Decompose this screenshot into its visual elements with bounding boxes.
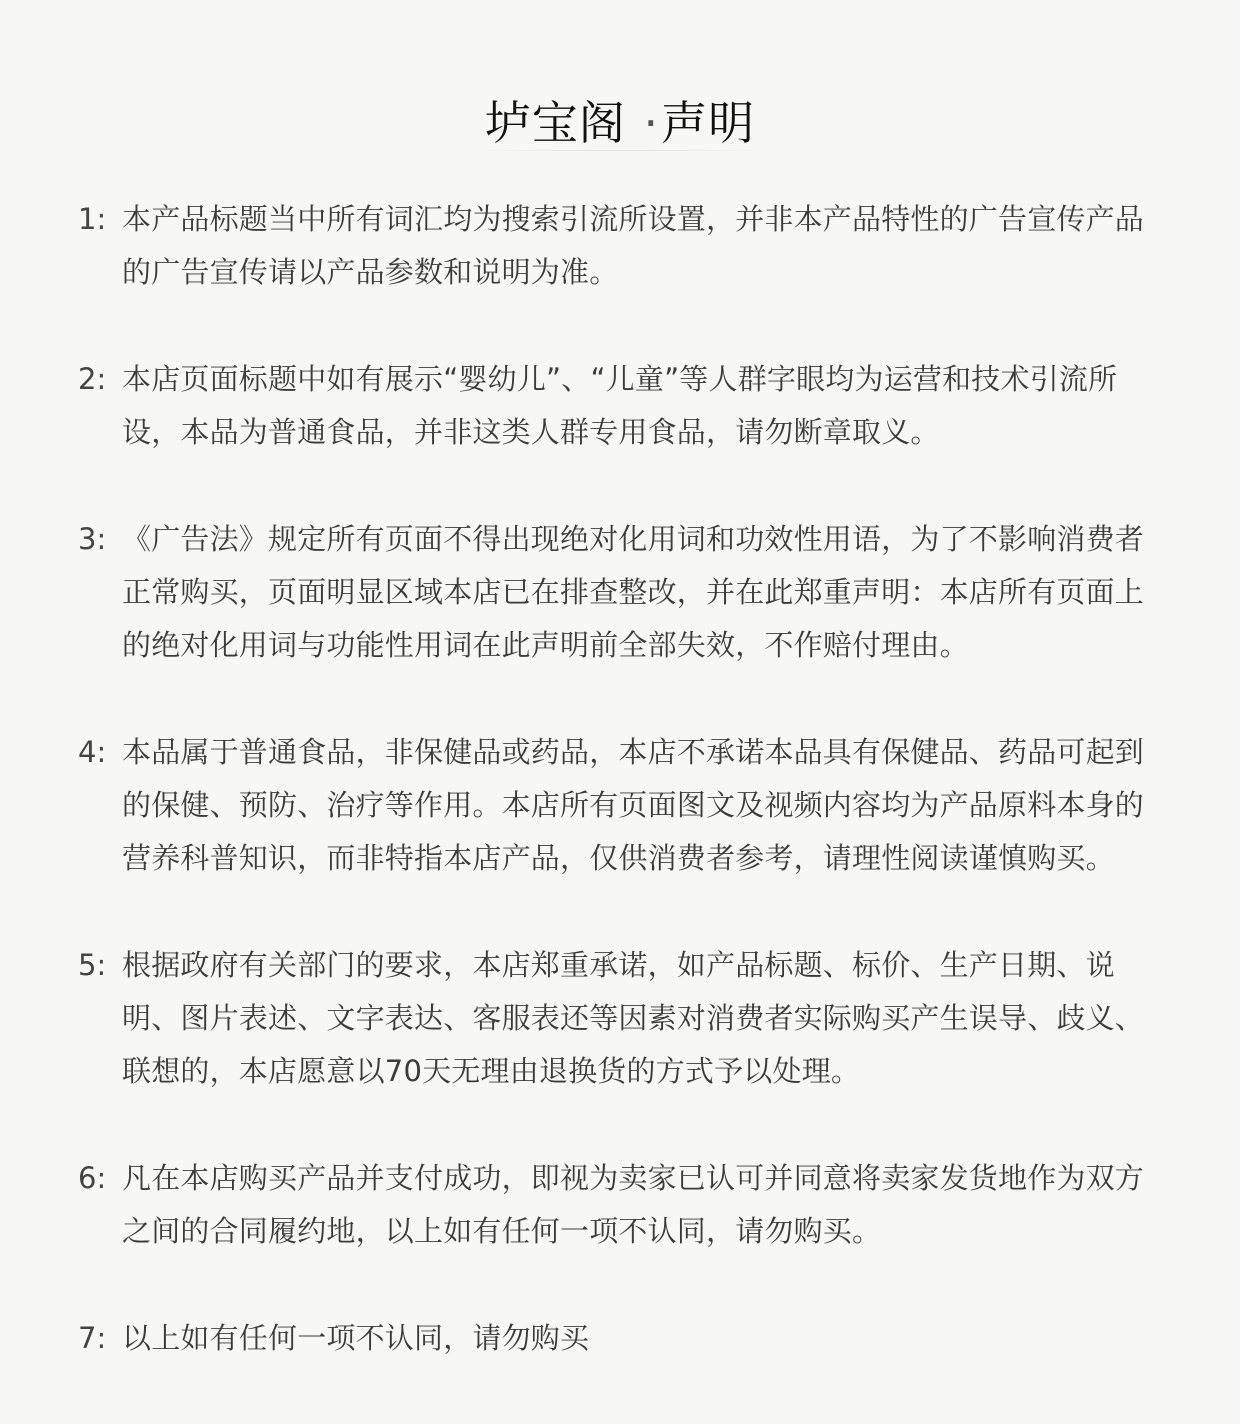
- item-number: 7:: [78, 1321, 107, 1355]
- page-header: [0, 92, 1240, 154]
- page-title: [485, 92, 755, 154]
- item-number: 6:: [78, 1161, 107, 1195]
- title-separator: ·: [643, 96, 660, 150]
- title-underline: [470, 150, 770, 151]
- brand-name: 垆宝阁: [484, 96, 626, 150]
- statement-item-1: [78, 193, 1168, 299]
- item-number: 3:: [78, 522, 107, 556]
- item-text: 以上如有任何一项不认同，请勿购买: [122, 1321, 590, 1355]
- item-number: 1:: [78, 202, 107, 236]
- item-number: 4:: [78, 735, 107, 769]
- statement-item-4: [78, 726, 1168, 885]
- item-text: 根据政府有关部门的要求，本店郑重承诺，如产品标题、标价、生产日期、说明、图片表述、文字表达、客服表还等因素对消费者实际购买产生误导、歧义、联想的，本店愿意以70天无理由退换货的方式予以处理。: [122, 948, 1145, 1088]
- statement-list: [78, 193, 1168, 1365]
- statement-item-2: [78, 353, 1168, 459]
- item-text: 本店页面标题中如有展示“婴幼儿”、“儿童”等人群字眼均为运营和技术引流所设，本品为普通食品，并非这类人群专用食品，请勿断章取义。: [122, 362, 1118, 449]
- statement-item-7: [78, 1312, 1168, 1365]
- item-text: 本产品标题当中所有词汇均为搜索引流所设置，并非本产品特性的广告宣传产品的广告宣传请以产品参数和说明为准。: [122, 202, 1145, 289]
- title-text: 声明: [661, 96, 756, 150]
- item-text: 本品属于普通食品，非保健品或药品，本店不承诺本品具有保健品、药品可起到的保健、预防、治疗等作用。本店所有页面图文及视频内容均为产品原料本身的营养科普知识，而非特指本店产品，仅供消费者参考，请理性阅读谨慎购买。: [122, 735, 1145, 875]
- item-number: 2:: [78, 362, 107, 396]
- item-number: 5:: [78, 948, 107, 982]
- statement-item-3: [78, 513, 1168, 672]
- statement-item-6: [78, 1152, 1168, 1258]
- item-text: 《广告法》规定所有页面不得出现绝对化用词和功效性用语，为了不影响消费者正常购买，页面明显区域本店已在排查整改，并在此郑重声明：本店所有页面上的绝对化用词与功能性用词在此声明前全部失效，不作赔付理由。: [122, 522, 1145, 662]
- statement-item-5: [78, 939, 1168, 1098]
- item-text: 凡在本店购买产品并支付成功，即视为卖家已认可并同意将卖家发货地作为双方之间的合同履约地，以上如有任何一项不认同，请勿购买。: [122, 1161, 1145, 1248]
